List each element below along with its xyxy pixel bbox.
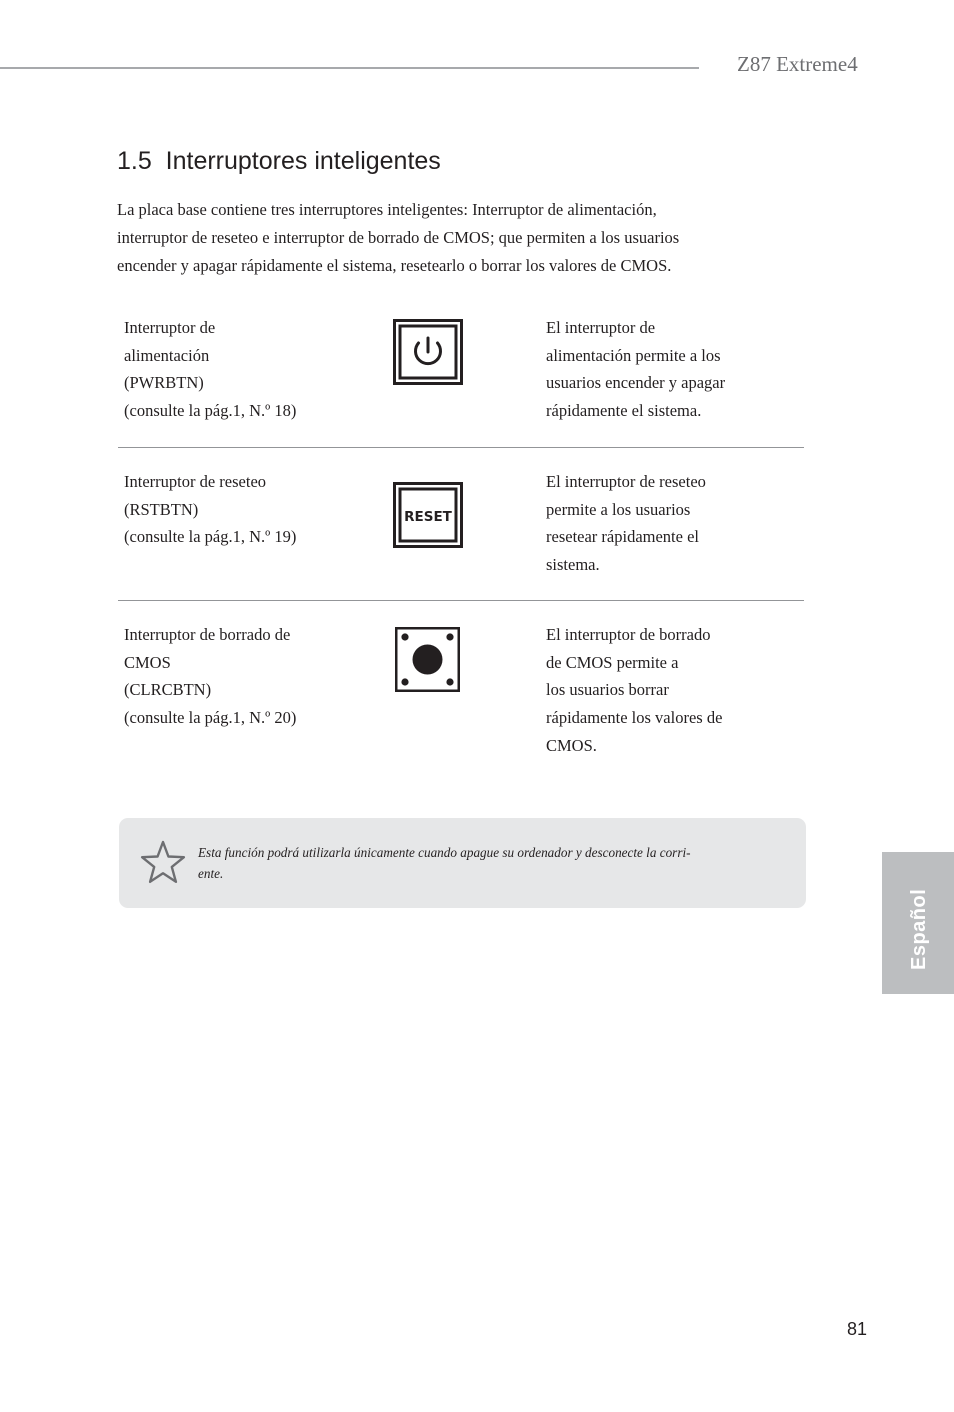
switch-name-line: CMOS bbox=[124, 652, 171, 672]
language-label: Español bbox=[908, 888, 930, 970]
switch-desc-line: El interruptor de borrado bbox=[546, 625, 711, 644]
switch-desc-line: permite a los usuarios bbox=[546, 499, 691, 519]
switch-name-line: Interruptor de reseteo bbox=[124, 472, 267, 491]
switch-name-line: (consulte la pág.1, N.º 19) bbox=[124, 527, 297, 547]
switch-desc-line: resetear rápidamente el bbox=[546, 527, 699, 547]
intro-line: La placa base contiene tres interruptores inteligentes: Interruptor de alimentación, bbox=[117, 200, 657, 219]
switch-desc-line: El interruptor de bbox=[546, 318, 656, 337]
section-title: 1.5 Interruptores inteligentes bbox=[117, 147, 441, 175]
star-icon bbox=[139, 839, 187, 885]
note-line: ente. bbox=[198, 866, 224, 881]
switch-name-line: (consulte la pág.1, N.º 18) bbox=[124, 401, 297, 421]
switch-name bbox=[124, 468, 354, 551]
switch-row-reset bbox=[118, 468, 804, 601]
note-line: Esta función podrá utilizarla únicamente cuando apague su ordenador y desconecte la corri- bbox=[198, 845, 691, 860]
switch-name-line: alimentación bbox=[124, 345, 210, 365]
page-number: 81 bbox=[847, 1319, 868, 1339]
note-box bbox=[119, 818, 806, 908]
switch-desc-line: usuarios encender y apagar bbox=[546, 373, 726, 393]
switch-name-line: (PWRBTN) bbox=[124, 373, 204, 393]
switch-desc-line: alimentación permite a los bbox=[546, 345, 721, 365]
switch-name-line: (consulte la pág.1, N.º 20) bbox=[124, 708, 297, 728]
note-text bbox=[198, 842, 758, 884]
switch-desc-line: sistema. bbox=[546, 555, 600, 575]
reset-icon bbox=[393, 482, 463, 548]
header-rule bbox=[0, 67, 699, 69]
switch-desc-line: El interruptor de reseteo bbox=[546, 472, 706, 491]
power-icon bbox=[393, 319, 463, 385]
switch-name bbox=[124, 621, 354, 732]
switch-row-power bbox=[118, 314, 804, 448]
switch-name-line: (CLRCBTN) bbox=[124, 680, 212, 700]
switch-name-line: Interruptor de bbox=[124, 318, 216, 337]
language-side-tab bbox=[882, 852, 954, 994]
intro-paragraph bbox=[117, 196, 777, 280]
switch-desc-line: CMOS. bbox=[546, 735, 597, 755]
intro-line: interruptor de reseteo e interruptor de borrado de CMOS; que permiten a los usuarios bbox=[117, 228, 680, 247]
switch-description bbox=[546, 314, 776, 425]
reset-icon-label: RESET bbox=[404, 509, 452, 525]
switch-desc-line: los usuarios borrar bbox=[546, 680, 669, 700]
switch-desc-line: rápidamente los valores de bbox=[546, 708, 723, 728]
model-name: Z87 Extreme4 bbox=[737, 52, 858, 76]
switch-name-line: Interruptor de borrado de bbox=[124, 625, 291, 644]
switch-description bbox=[546, 468, 776, 579]
switch-description bbox=[546, 621, 776, 760]
switch-name bbox=[124, 314, 354, 425]
intro-line: encender y apagar rápidamente el sistema, resetearlo o borrar los valores de CMOS. bbox=[117, 256, 672, 275]
tact-switch-icon bbox=[395, 627, 460, 692]
switch-desc-line: rápidamente el sistema. bbox=[546, 401, 702, 421]
switch-row-clear-cmos bbox=[118, 621, 804, 761]
switch-desc-line: de CMOS permite a bbox=[546, 652, 679, 672]
switch-name-line: (RSTBTN) bbox=[124, 499, 199, 519]
